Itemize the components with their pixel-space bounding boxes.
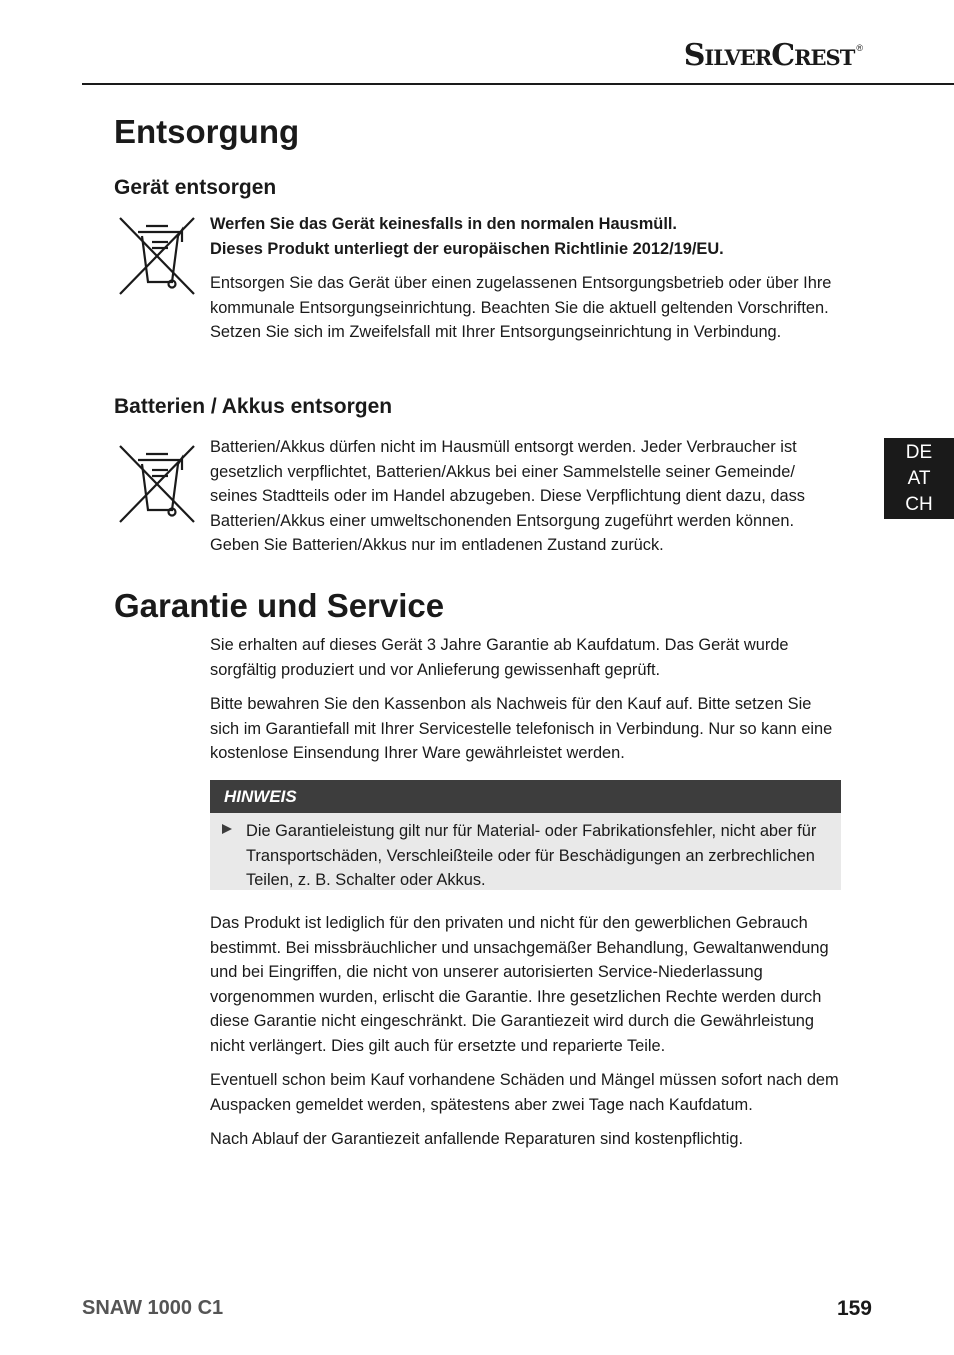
battery-disposal-paragraph: Batterien/Akkus dürfen nicht im Hausmüll entsorgt werden. Jeder Verbraucher ist gesetzlich verpflichtet, Batterien/Akkus bei einer Sammelstelle seiner Gemeinde/ seines Stadtteils oder im Handel abzugeben. Diese Verpflichtung dient dazu, dass Batterien/Akkus einer umweltschonenden Entsorgung zugeführt werden können. Geben Sie Batterien/Akkus nur im entladenen Zustand zurück. bbox=[210, 438, 805, 555]
triangle-arrow-icon bbox=[222, 824, 232, 834]
heading-battery-disposal: Batterien / Akkus entsorgen bbox=[114, 395, 393, 418]
language-at: AT bbox=[907, 468, 931, 489]
page-number: 159 bbox=[836, 1297, 872, 1320]
footer-model: SNAW 1000 C1 bbox=[82, 1297, 224, 1319]
header-rule bbox=[82, 83, 954, 85]
section-title-warranty: Garantie und Service bbox=[114, 587, 445, 624]
device-warning-line-2: Dieses Produkt unterliegt der europäischen Richtlinie 2012/19/EU. bbox=[210, 240, 724, 258]
brand-name: SilverCrest bbox=[683, 38, 855, 73]
weee-bin-icon bbox=[116, 212, 200, 296]
device-disposal-paragraph: Entsorgen Sie das Gerät über einen zugelassenen Entsorgungsbetrieb oder über Ihre kommunale Entsorgungseinrichtung. Beachten Sie die aktuell geltenden Vorschriften. Setzen Sie sich im Zweifelsfall mit Ihrer Entsorgungseinrichtung in Verbindung. bbox=[210, 274, 832, 342]
warranty-paragraph-3: Das Produkt ist lediglich für den privaten und nicht für den gewerblichen Gebrauch bestimmt. Bei missbräuchlicher und unsachgemäßer Behandlung, Gewaltanwendung und bei Eingriffen, die nicht von unserer autorisierten Service-Niederlassung vorgenommen wurden, erlischt die Garantie. Ihre gesetzlichen Rechte werden durch diese Garantie nicht eingeschränkt. Die Garantiezeit wird durch die Gewährleistung nicht verlängert. Dies gilt auch für ersetzte und reparierte Teile. bbox=[210, 914, 829, 1055]
section-title-disposal: Entsorgung bbox=[114, 113, 300, 150]
warranty-paragraph-4: Eventuell schon beim Kauf vorhandene Schäden und Mängel müssen sofort nach dem Auspacken gemeldet werden, spätestens aber zwei Tage nach Kaufdatum. bbox=[210, 1071, 839, 1114]
heading-device-disposal: Gerät entsorgen bbox=[114, 176, 277, 199]
device-warning-line-1: Werfen Sie das Gerät keinesfalls in den normalen Hausmüll. bbox=[210, 215, 677, 233]
warranty-paragraph-2: Bitte bewahren Sie den Kassenbon als Nachweis für den Kauf auf. Bitte setzen Sie sich im Garantiefall mit Ihrer Servicestelle telefonisch in Verbindung. Nur so kann eine kostenlose Einsendung Ihrer Ware gewährleistet werden. bbox=[210, 695, 833, 763]
language-de: DE bbox=[905, 442, 933, 463]
note-body bbox=[210, 813, 841, 890]
warranty-paragraph-5: Nach Ablauf der Garantiezeit anfallende Reparaturen sind kostenpflichtig. bbox=[210, 1130, 744, 1148]
note-label: HINWEIS bbox=[210, 780, 841, 813]
registered-mark: ® bbox=[856, 43, 862, 53]
note-box bbox=[210, 780, 841, 890]
language-tab bbox=[884, 438, 954, 519]
note-item: Die Garantieleistung gilt nur für Material- oder Fabrikationsfehler, nicht aber für Transportschäden, Verschleißteile oder für Beschädigungen an zerbrechlichen Teilen, z. B. Schalter oder Akkus. bbox=[246, 822, 817, 890]
weee-battery-bin-icon bbox=[116, 440, 200, 524]
warranty-paragraph-1: Sie erhalten auf dieses Gerät 3 Jahre Garantie ab Kaufdatum. Das Gerät wurde sorgfältig produziert und vor Anlieferung gewissenhaft geprüft. bbox=[210, 636, 789, 679]
brand-logo bbox=[684, 38, 862, 73]
language-ch: CH bbox=[905, 494, 933, 515]
